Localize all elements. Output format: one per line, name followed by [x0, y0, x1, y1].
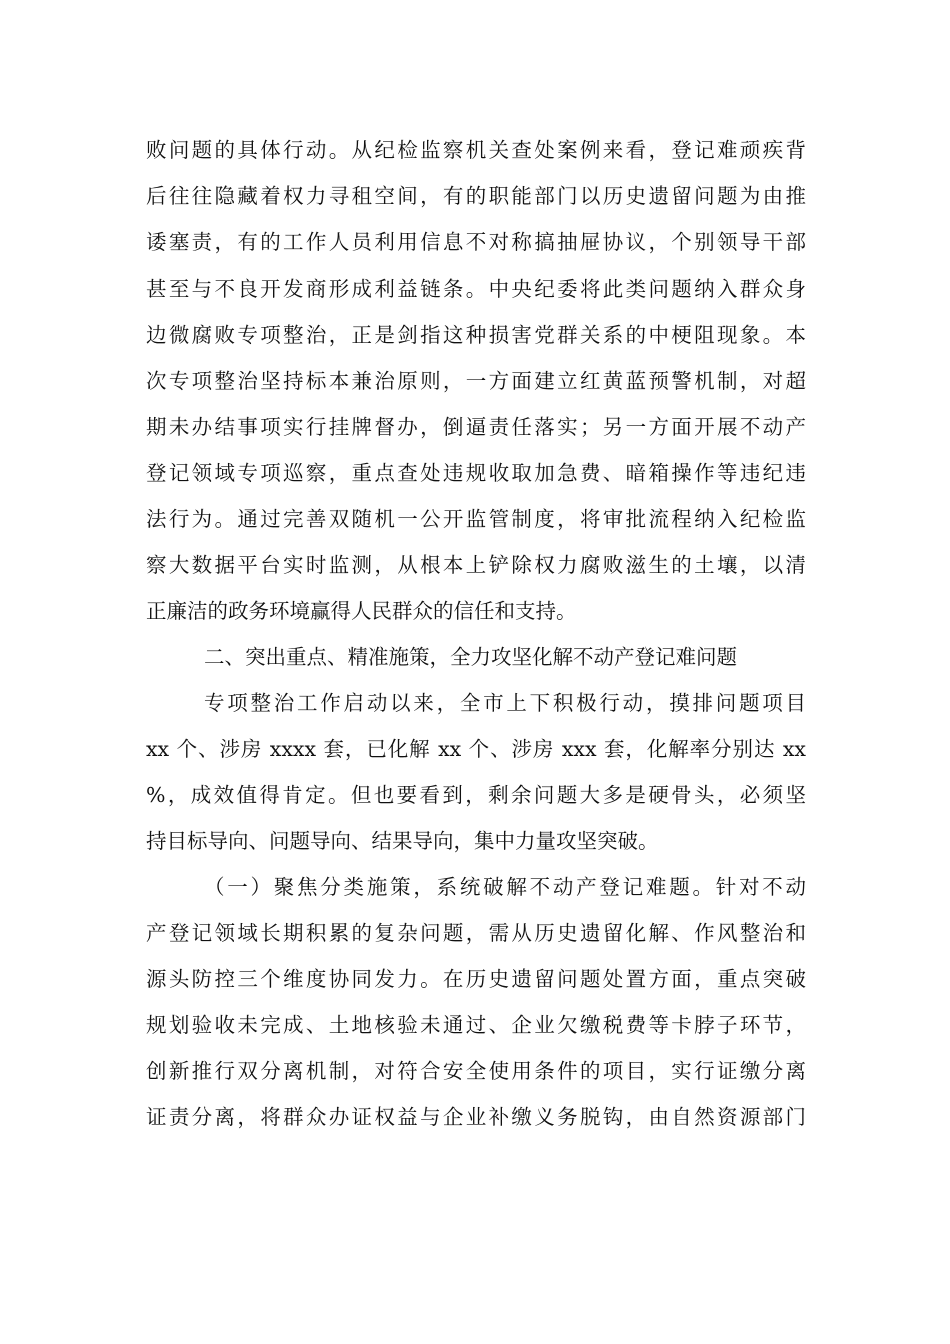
paragraph-1-line: 甚至与不良开发商形成利益链条。中央纪委将此类问题纳入群众身	[146, 277, 806, 301]
paragraph-3-line: 创新推行双分离机制，对符合安全使用条件的项目，实行证缴分离	[146, 1059, 806, 1083]
paragraph-3-line: 规划验收未完成、土地核验未通过、企业欠缴税费等卡脖子环节，	[146, 1013, 806, 1037]
paragraph-1-line: 法行为。通过完善双随机一公开监管制度，将审批流程纳入纪检监	[146, 507, 806, 531]
paragraph-1-line: 察大数据平台实时监测，从根本上铲除权力腐败滋生的土壤，以清	[146, 553, 806, 577]
paragraph-1-line: 登记领域专项巡察，重点查处违规收取加急费、暗箱操作等违纪违	[146, 461, 806, 485]
paragraph-2-line: %，成效值得肯定。但也要看到，剩余问题大多是硬骨头，必须坚	[146, 783, 806, 807]
section-heading: 二、突出重点、精准施策，全力攻坚化解不动产登记难问题	[204, 645, 737, 669]
paragraph-3-line: 证责分离，将群众办证权益与企业补缴义务脱钩，由自然资源部门	[146, 1105, 806, 1129]
paragraph-1-line: 次专项整治坚持标本兼治原则，一方面建立红黄蓝预警机制，对超	[146, 369, 806, 393]
paragraph-1-line: 后往往隐藏着权力寻租空间，有的职能部门以历史遗留问题为由推	[146, 184, 806, 208]
paragraph-1-line: 正廉洁的政务环境赢得人民群众的信任和支持。	[146, 599, 577, 623]
paragraph-1-line: 败问题的具体行动。从纪检监察机关查处案例来看，登记难顽疾背	[146, 138, 806, 162]
paragraph-2-line: 专项整治工作启动以来，全市上下积极行动，摸排问题项目	[204, 691, 806, 715]
paragraph-2-line: xx 个、涉房 xxxx 套，已化解 xx 个、涉房 xxx 套，化解率分别达 xx	[146, 737, 806, 761]
paragraph-2-line: 持目标导向、问题导向、结果导向，集中力量攻坚突破。	[146, 829, 659, 853]
paragraph-1-line: 期未办结事项实行挂牌督办，倒逼责任落实；另一方面开展不动产	[146, 415, 806, 439]
paragraph-3-line: 源头防控三个维度协同发力。在历史遗留问题处置方面，重点突破	[146, 967, 806, 991]
paragraph-3-line: （一）聚焦分类施策，系统破解不动产登记难题。针对不动	[204, 875, 806, 899]
paragraph-1-line: 边微腐败专项整治，正是剑指这种损害党群关系的中梗阻现象。本	[146, 323, 806, 347]
paragraph-1-line: 诿塞责，有的工作人员利用信息不对称搞抽屉协议，个别领导干部	[146, 230, 806, 254]
paragraph-3-line: 产登记领域长期积累的复杂问题，需从历史遗留化解、作风整治和	[146, 921, 806, 945]
